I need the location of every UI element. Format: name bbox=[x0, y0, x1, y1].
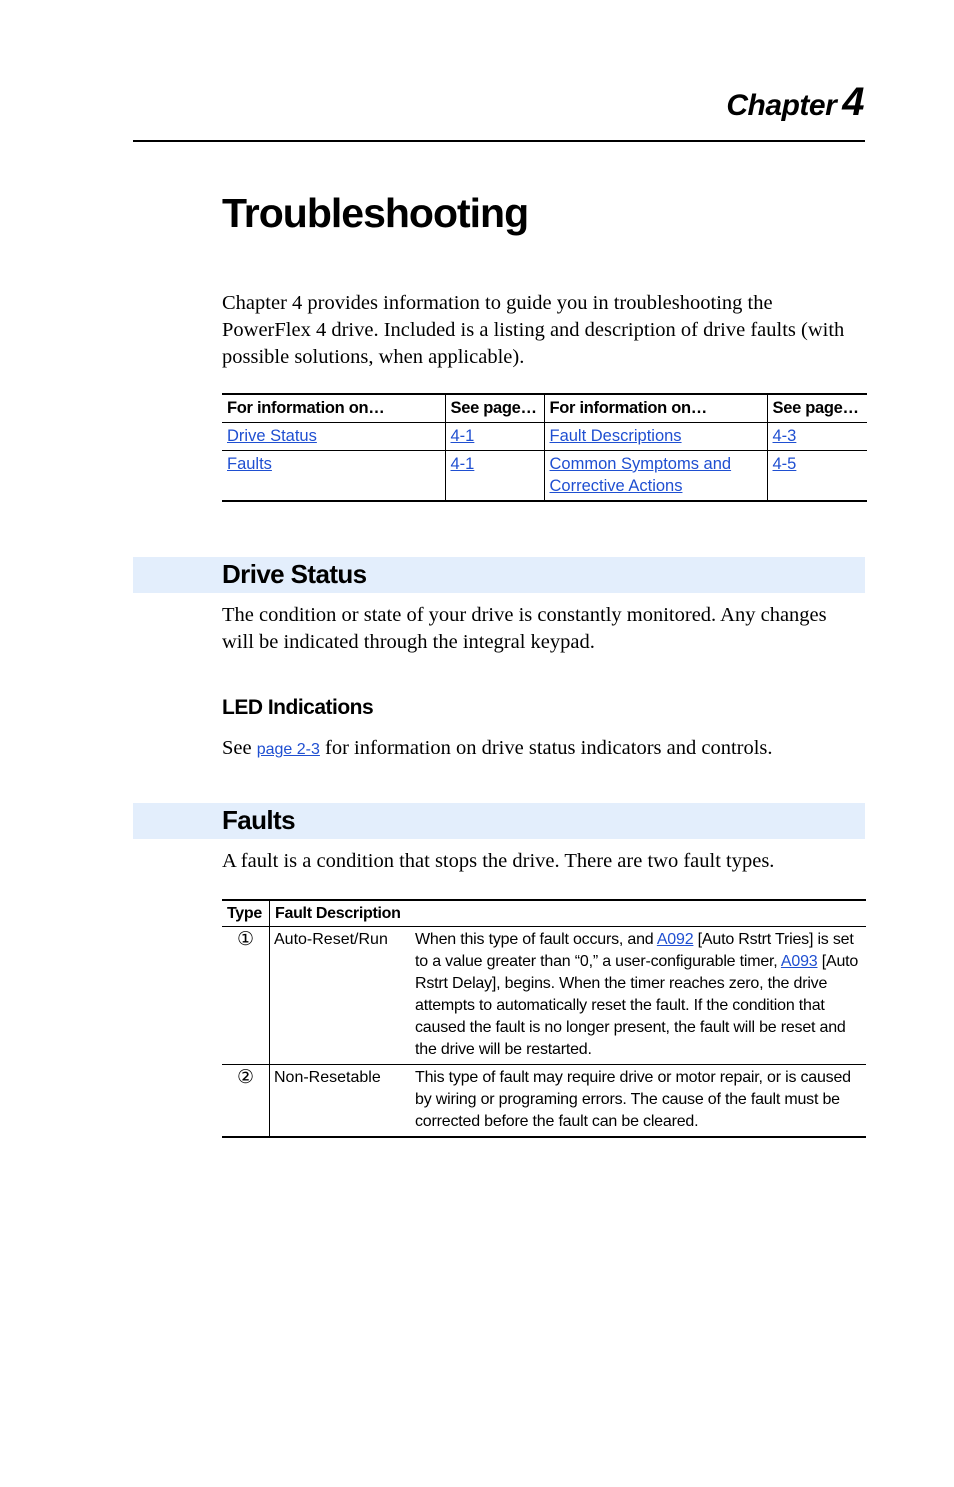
section-heading-faults: Faults bbox=[222, 805, 295, 835]
link-drive-status[interactable]: Drive Status bbox=[227, 427, 317, 445]
info-table bbox=[222, 393, 867, 502]
fault-table-header-row bbox=[222, 900, 866, 927]
chapter-rule bbox=[133, 140, 865, 142]
faults-paragraph: A fault is a condition that stops the drive. There are two fault types. bbox=[222, 850, 775, 872]
fault-header-type: Type bbox=[222, 900, 270, 927]
fault-type-name: Non-Resetable bbox=[270, 1065, 412, 1138]
info-header-page-1: See page… bbox=[445, 394, 544, 423]
link-a092[interactable]: A092 bbox=[656, 931, 694, 948]
info-header-page-2: See page… bbox=[767, 394, 867, 423]
fault-type-name: Auto-Reset/Run bbox=[270, 927, 412, 1065]
link-fault-descriptions[interactable]: Fault Descriptions bbox=[549, 427, 682, 445]
fault-header-description: Fault Description bbox=[270, 900, 867, 927]
intro-paragraph: Chapter 4 provides information to guide you in troubleshooting the PowerFlex 4 drive. Included is a listing and description of drive faults (with possible solutions, when applicable). bbox=[222, 292, 845, 368]
fault-desc-part: [Auto Rstrt Delay], begins. When the timer reaches zero, the drive attempts to automatically reset the fault. If the condition that caused the fault is no longer present, the fault will be reset and the drive will be restarted. bbox=[415, 953, 859, 1058]
info-header-topic-1: For information on… bbox=[222, 394, 445, 423]
fault-desc-part: When this type of fault occurs, and bbox=[415, 931, 657, 948]
info-table-header-row bbox=[222, 394, 867, 423]
led-prefix: See bbox=[222, 737, 257, 759]
fault-type-table bbox=[222, 899, 866, 1138]
section-band-drive-status bbox=[133, 557, 865, 593]
subheading-led-indications: LED Indications bbox=[222, 696, 374, 719]
chapter-number: 4 bbox=[842, 80, 864, 124]
led-suffix: for information on drive status indicators and controls. bbox=[319, 737, 773, 759]
link-page-2-3[interactable]: page 2-3 bbox=[256, 741, 320, 758]
section-band-faults bbox=[133, 803, 865, 839]
drive-status-paragraph: The condition or state of your drive is constantly monitored. Any changes will be indicated through the integral keypad. bbox=[222, 604, 827, 653]
link-page-4-5[interactable]: 4-5 bbox=[772, 455, 797, 473]
chapter-label bbox=[726, 80, 864, 125]
fault-type-description: This type of fault may require drive or motor repair, or is caused by wiring or programing errors. The cause of the fault must be corrected before the fault can be cleared. bbox=[411, 1065, 866, 1138]
led-paragraph bbox=[222, 735, 773, 763]
fault-type-2-icon: ② bbox=[222, 1065, 270, 1138]
chapter-word: Chapter bbox=[726, 89, 837, 122]
info-header-topic-2: For information on… bbox=[544, 394, 767, 423]
link-page-4-1-drive-status[interactable]: 4-1 bbox=[450, 427, 475, 445]
table-row bbox=[222, 451, 867, 502]
table-row bbox=[222, 423, 867, 451]
fault-type-description bbox=[411, 927, 866, 1065]
link-page-4-3[interactable]: 4-3 bbox=[772, 427, 797, 445]
fault-type-1-icon: ① bbox=[222, 927, 270, 1065]
fault-desc-part: [Auto Rstrt Tries] is set to a value greater than “0,” a user-configurable timer, bbox=[415, 931, 854, 970]
table-row bbox=[222, 1065, 866, 1138]
section-heading-drive-status: Drive Status bbox=[222, 559, 367, 589]
table-row bbox=[222, 927, 866, 1065]
link-faults[interactable]: Faults bbox=[227, 455, 272, 473]
page-title: Troubleshooting bbox=[222, 190, 529, 236]
link-common-symptoms[interactable]: Common Symptoms and Corrective Actions bbox=[549, 455, 732, 495]
link-page-4-1-faults[interactable]: 4-1 bbox=[450, 455, 475, 473]
link-a093[interactable]: A093 bbox=[780, 953, 818, 970]
